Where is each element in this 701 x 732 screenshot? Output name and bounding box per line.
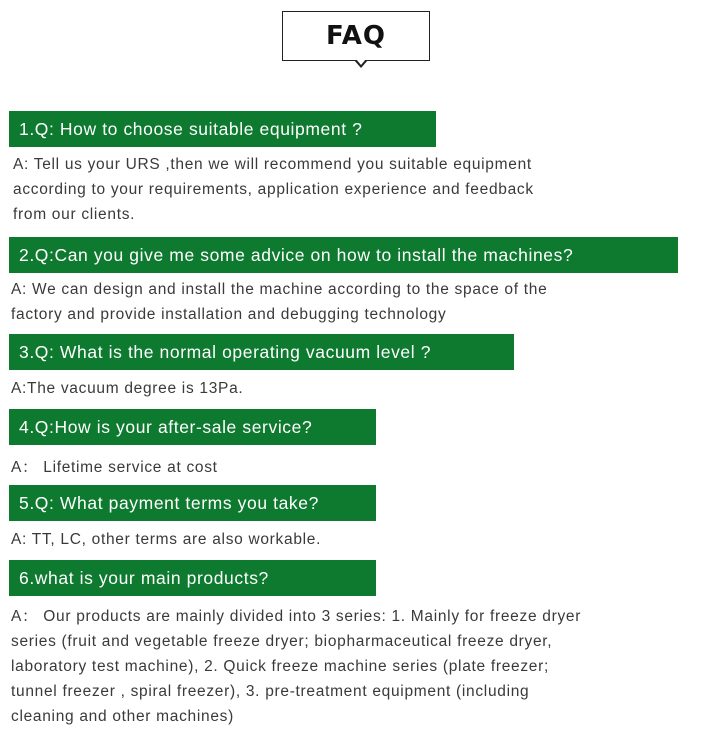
faq-answer-5 bbox=[11, 527, 321, 552]
faq-answer-line: A： Lifetime service at cost bbox=[11, 459, 218, 476]
faq-answer-1 bbox=[13, 152, 534, 227]
faq-answer-line: A:The vacuum degree is 13Pa. bbox=[11, 380, 244, 397]
faq-title: FAQ bbox=[325, 21, 386, 51]
faq-answer-6 bbox=[11, 604, 581, 729]
title-pointer-arrow-inner bbox=[356, 59, 366, 65]
faq-answer-2 bbox=[11, 277, 547, 327]
faq-question-4: 4.Q:How is your after-sale service? bbox=[9, 409, 376, 445]
faq-answer-line: cleaning and other machines) bbox=[11, 708, 234, 725]
faq-answer-4 bbox=[11, 455, 218, 480]
faq-answer-line: factory and provide installation and debugging technology bbox=[11, 306, 447, 323]
faq-question-2: 2.Q:Can you give me some advice on how to install the machines? bbox=[9, 237, 678, 273]
faq-answer-line: A： Our products are mainly divided into 3 series: 1. Mainly for freeze dryer bbox=[11, 608, 582, 625]
faq-question-5: 5.Q: What payment terms you take? bbox=[9, 485, 376, 521]
faq-answer-line: tunnel freezer , spiral freezer), 3. pre-treatment equipment (including bbox=[11, 683, 530, 700]
faq-answer-line: according to your requirements, application experience and feedback bbox=[13, 181, 534, 198]
faq-question-1: 1.Q: How to choose suitable equipment ? bbox=[9, 111, 436, 147]
faq-answer-line: series (fruit and vegetable freeze dryer; biopharmaceutical freeze dryer, bbox=[11, 633, 553, 650]
faq-answer-line: laboratory test machine), 2. Quick freeze machine series (plate freezer; bbox=[11, 658, 549, 675]
faq-question-3: 3.Q: What is the normal operating vacuum level ? bbox=[9, 334, 514, 370]
faq-answer-3 bbox=[11, 376, 243, 401]
faq-answer-line: A: Tell us your URS ,then we will recommend you suitable equipment bbox=[13, 156, 532, 173]
faq-question-6: 6.what is your main products? bbox=[9, 560, 376, 596]
faq-answer-line: A: TT, LC, other terms are also workable. bbox=[11, 531, 322, 548]
faq-answer-line: A: We can design and install the machine according to the space of the bbox=[11, 281, 548, 298]
faq-title-box bbox=[282, 11, 430, 61]
faq-answer-line: from our clients. bbox=[13, 206, 136, 223]
